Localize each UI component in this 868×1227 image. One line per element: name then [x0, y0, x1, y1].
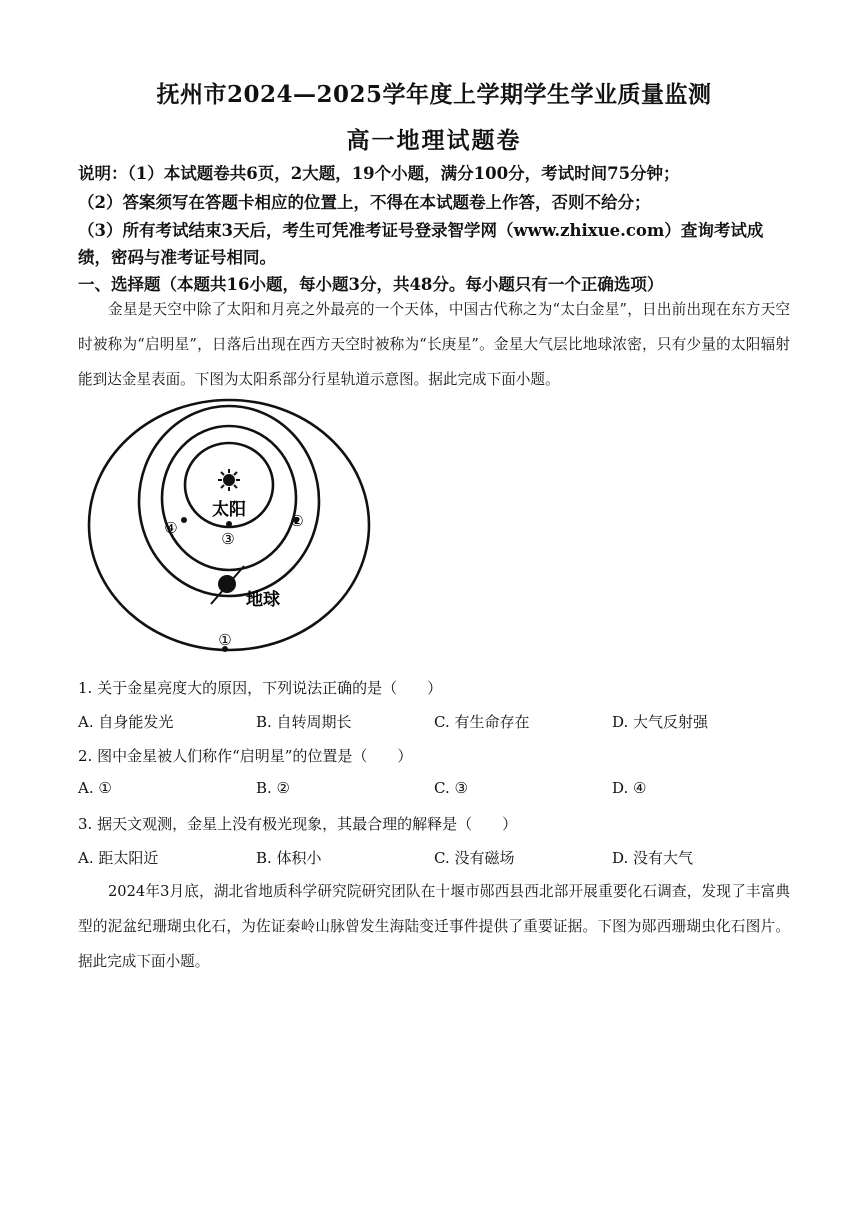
- point-1-label: ①: [218, 631, 232, 649]
- earth-label: 地球: [246, 590, 280, 610]
- section-heading: 一、选择题（本题共16小题，每小题3分，共48分。每小题只有一个正确选项）: [78, 275, 664, 294]
- q1-option-b[interactable]: B. 自转周期长: [256, 713, 352, 731]
- note-line-2: （2）答案须写在答题卡相应的位置上，不得在本试题卷上作答，否则不给分；: [78, 193, 651, 212]
- q1-option-d[interactable]: D. 大气反射强: [612, 713, 709, 731]
- q3-option-c[interactable]: C. 没有磁场: [434, 849, 515, 867]
- point-3-label: ③: [221, 530, 235, 548]
- question-3-stem: 3. 据天文观测，金星上没有极光现象，其最合理的解释是（ ）: [78, 815, 518, 833]
- venus-point-4: [181, 517, 187, 523]
- earth-icon: [211, 566, 244, 604]
- exam-subtitle: 高一地理试题卷: [346, 127, 522, 154]
- point-2-label: ②: [290, 512, 304, 530]
- question-2-stem: 2. 图中金星被人们称作“启明星”的位置是（ ）: [78, 747, 413, 765]
- q3-option-b[interactable]: B. 体积小: [256, 849, 322, 867]
- question-1-stem: 1. 关于金星亮度大的原因，下列说法正确的是（ ）: [78, 679, 443, 697]
- q1-option-c[interactable]: C. 有生命存在: [434, 713, 530, 731]
- orbit-diagram: [78, 393, 378, 665]
- q3-option-a[interactable]: A. 距太阳近: [78, 849, 159, 867]
- q2-option-c[interactable]: C. ③: [434, 779, 468, 797]
- passage-venus: 金星是天空中除了太阳和月亮之外最亮的一个天体，中国古代称之为“太白金星”，日出前出现在东方天空时被称为“启明星”，日落后出现在西方天空时被称为“长庚星”。金星大气层比地球浓密，只有少量的太阳辐射能到达金星表面。下图为太阳系部分行星轨道示意图。据此完成下面小题。: [78, 301, 790, 388]
- q1-option-a[interactable]: A. 自身能发光: [78, 713, 174, 731]
- exam-title: 抚州市2024—2025学年度上学期学生学业质量监测: [156, 81, 712, 108]
- q2-option-b[interactable]: B. ②: [256, 779, 291, 797]
- note-line-4: 绩，密码与准考证号相同。: [78, 248, 276, 267]
- sun-icon: [218, 469, 240, 491]
- sun-label: 太阳: [212, 500, 246, 520]
- venus-point-3: [226, 521, 232, 527]
- q3-option-d[interactable]: D. 没有大气: [612, 849, 694, 867]
- q2-option-d[interactable]: D. ④: [612, 779, 647, 797]
- note-line-1: 说明：（1）本试题卷共6页，2大题，19个小题，满分100分，考试时间75分钟；: [78, 164, 680, 183]
- note-line-3: （3）所有考试结束3天后，考生可凭准考证号登录智学网（www.zhixue.com）查询考试成: [78, 221, 764, 240]
- q2-option-a[interactable]: A. ①: [78, 779, 112, 797]
- passage-fossil: 2024年3月底，湖北省地质科学研究院研究团队在十堰市郧西县西北部开展重要化石调查，发现了丰富典型的泥盆纪珊瑚虫化石，为佐证秦岭山脉曾发生海陆变迁事件提供了重要证据。下图为郧西珊瑚虫化石图片。据此完成下面小题。: [78, 883, 790, 970]
- orbit-venus: [162, 426, 296, 570]
- point-4-label: ④: [164, 519, 178, 537]
